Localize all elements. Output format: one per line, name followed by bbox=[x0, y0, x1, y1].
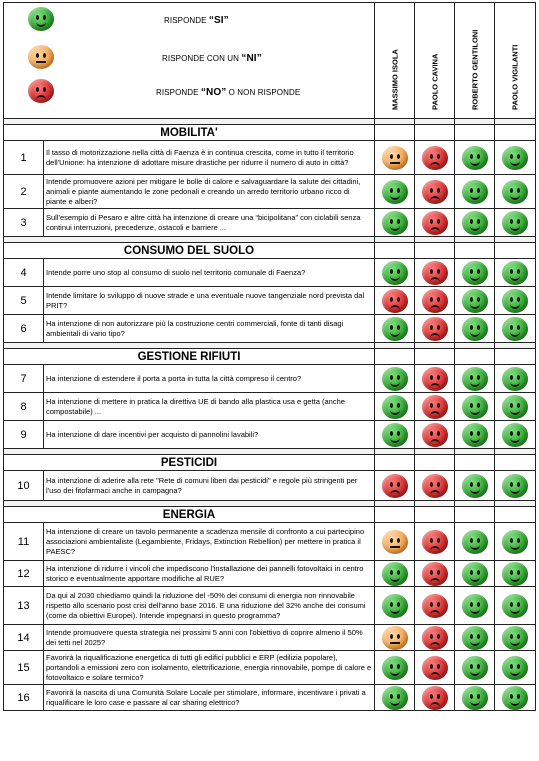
vote-cell bbox=[495, 625, 536, 651]
vote-cell bbox=[455, 175, 495, 209]
question-text: Da qui al 2030 chiediamo quindi la riduzione del -50% dei consumi di energia non rinnovabile rispetto allo scenario post crisi dell'anno base 2016. E una riduzione del 32% anche dei consumi (come da obiettivi Europei). Intende impegnarsi in questo programma? bbox=[44, 587, 375, 625]
vote-cell bbox=[495, 259, 536, 287]
question-number: 8 bbox=[4, 393, 44, 421]
vote-cell bbox=[415, 523, 455, 561]
vote-cell bbox=[375, 287, 415, 315]
vote-cell bbox=[375, 175, 415, 209]
red-sad-face-icon bbox=[28, 79, 54, 103]
question-text: Intende promuovere azioni per mitigare le bolle di calore e salvaguardare la salute dei cittadini, animali e piante aumentando le zone pedonali e creando un arredo territorio urbano ricco di piante e alberi? bbox=[44, 175, 375, 209]
vote-cell bbox=[455, 471, 495, 501]
question-number: 9 bbox=[4, 421, 44, 449]
vote-cell bbox=[495, 471, 536, 501]
vote-cell bbox=[415, 141, 455, 175]
vote-cell bbox=[455, 209, 495, 237]
vote-cell bbox=[455, 651, 495, 685]
question-row bbox=[4, 393, 536, 421]
green-smiley-icon bbox=[502, 562, 528, 586]
green-smiley-icon bbox=[502, 317, 528, 341]
orange-neutral-face-icon bbox=[382, 530, 408, 554]
green-smiley-icon bbox=[502, 686, 528, 710]
question-row bbox=[4, 421, 536, 449]
green-smiley-icon bbox=[502, 367, 528, 391]
survey-table bbox=[3, 2, 536, 711]
question-text: Ha intenzione di non autorizzare più la costruzione centri commerciali, fonte di tanti disagi ambientali di vario tipo? bbox=[44, 315, 375, 343]
question-row bbox=[4, 523, 536, 561]
vote-cell bbox=[495, 141, 536, 175]
candidate-header-2: PAOLO CAVINA bbox=[415, 3, 455, 119]
legend-no bbox=[4, 77, 374, 109]
vote-cell bbox=[495, 393, 536, 421]
vote-cell bbox=[375, 471, 415, 501]
vote-cell bbox=[495, 209, 536, 237]
vote-cell bbox=[495, 287, 536, 315]
question-row bbox=[4, 287, 536, 315]
question-text: Intende limitare lo sviluppo di nuove strade e una eventuale nuove tangenziale nord prevista dal PRIT? bbox=[44, 287, 375, 315]
green-smiley-icon bbox=[28, 7, 54, 31]
red-sad-face-icon bbox=[422, 423, 448, 447]
question-number: 6 bbox=[4, 315, 44, 343]
red-sad-face-icon bbox=[422, 146, 448, 170]
section-title: MOBILITA' bbox=[4, 125, 375, 141]
green-smiley-icon bbox=[462, 146, 488, 170]
green-smiley-icon bbox=[462, 289, 488, 313]
green-smiley-icon bbox=[382, 367, 408, 391]
question-row bbox=[4, 209, 536, 237]
vote-cell bbox=[375, 587, 415, 625]
vote-cell bbox=[455, 365, 495, 393]
question-text: Favorirà la riqualificazione energetica di tutti gli edifici pubblici e ERP (edilizia popolare), portandoli a emissioni zero con isolamento, elettrificazione, energia rinnovabile, pompe di calore e fotovoltaico e solare termico? bbox=[44, 651, 375, 685]
vote-cell bbox=[375, 315, 415, 343]
question-number: 2 bbox=[4, 175, 44, 209]
red-sad-face-icon bbox=[422, 474, 448, 498]
vote-cell bbox=[455, 625, 495, 651]
red-sad-face-icon bbox=[422, 395, 448, 419]
green-smiley-icon bbox=[502, 180, 528, 204]
legend bbox=[4, 3, 375, 119]
question-number: 14 bbox=[4, 625, 44, 651]
question-row bbox=[4, 175, 536, 209]
header-row bbox=[4, 3, 536, 119]
candidate-header-4: PAOLO VIGILANTI bbox=[495, 3, 536, 119]
red-sad-face-icon bbox=[422, 686, 448, 710]
red-sad-face-icon bbox=[422, 211, 448, 235]
question-number: 5 bbox=[4, 287, 44, 315]
question-row bbox=[4, 685, 536, 711]
vote-cell bbox=[415, 365, 455, 393]
vote-cell bbox=[415, 287, 455, 315]
vote-cell bbox=[375, 393, 415, 421]
question-row bbox=[4, 315, 536, 343]
question-number: 16 bbox=[4, 685, 44, 711]
green-smiley-icon bbox=[502, 261, 528, 285]
section-title: GESTIONE RIFIUTI bbox=[4, 349, 375, 365]
question-row bbox=[4, 587, 536, 625]
question-text: Ha intenzione di ridurre i vincoli che impediscono l'installazione dei pannelli fotovoltaici in centro storico e eventualmente apportare modifiche al RUE? bbox=[44, 561, 375, 587]
vote-cell bbox=[455, 315, 495, 343]
green-smiley-icon bbox=[502, 474, 528, 498]
green-smiley-icon bbox=[382, 317, 408, 341]
vote-cell bbox=[375, 685, 415, 711]
question-text: Intende promuovere questa strategia nei prossimi 5 anni con l'obiettivo di coprire almeno il 50% dei tetti nel 2025? bbox=[44, 625, 375, 651]
green-smiley-icon bbox=[462, 656, 488, 680]
red-sad-face-icon bbox=[422, 367, 448, 391]
red-sad-face-icon bbox=[422, 656, 448, 680]
question-text: Ha intenzione di aderire alla rete "Rete di comuni liberi dai pesticidi" e regole più stringenti per l'uso dei fitofarmaci anche in campagna? bbox=[44, 471, 375, 501]
candidate-header-1: MASSIMO ISOLA bbox=[375, 3, 415, 119]
green-smiley-icon bbox=[382, 261, 408, 285]
red-sad-face-icon bbox=[422, 594, 448, 618]
vote-cell bbox=[415, 393, 455, 421]
section-title: CONSUMO DEL SUOLO bbox=[4, 243, 375, 259]
question-text: Intende porre uno stop al consumo di suolo nel territorio comunale di Faenza? bbox=[44, 259, 375, 287]
green-smiley-icon bbox=[462, 474, 488, 498]
legend-ni-text: RISPONDE CON UN “NI” bbox=[162, 53, 262, 64]
vote-cell bbox=[495, 587, 536, 625]
question-text: Ha intenzione di estendere il porta a porta in tutta la città compreso il centro? bbox=[44, 365, 375, 393]
vote-cell bbox=[375, 141, 415, 175]
vote-cell bbox=[375, 523, 415, 561]
green-smiley-icon bbox=[462, 180, 488, 204]
vote-cell bbox=[375, 259, 415, 287]
vote-cell bbox=[415, 471, 455, 501]
question-row bbox=[4, 625, 536, 651]
section-header bbox=[4, 125, 536, 141]
red-sad-face-icon bbox=[382, 289, 408, 313]
green-smiley-icon bbox=[502, 626, 528, 650]
green-smiley-icon bbox=[502, 423, 528, 447]
vote-cell bbox=[455, 523, 495, 561]
green-smiley-icon bbox=[382, 423, 408, 447]
vote-cell bbox=[415, 651, 455, 685]
vote-cell bbox=[415, 175, 455, 209]
section-header bbox=[4, 507, 536, 523]
question-number: 15 bbox=[4, 651, 44, 685]
green-smiley-icon bbox=[382, 180, 408, 204]
green-smiley-icon bbox=[462, 423, 488, 447]
question-row bbox=[4, 259, 536, 287]
green-smiley-icon bbox=[462, 562, 488, 586]
green-smiley-icon bbox=[462, 626, 488, 650]
green-smiley-icon bbox=[462, 395, 488, 419]
vote-cell bbox=[415, 209, 455, 237]
red-sad-face-icon bbox=[422, 317, 448, 341]
vote-cell bbox=[415, 421, 455, 449]
green-smiley-icon bbox=[382, 656, 408, 680]
green-smiley-icon bbox=[502, 530, 528, 554]
question-text: Ha intenzione di mettere in pratica la direttiva UE di bando alla plastica usa e getta (anche compostabile) ... bbox=[44, 393, 375, 421]
red-sad-face-icon bbox=[422, 530, 448, 554]
vote-cell bbox=[375, 421, 415, 449]
question-row bbox=[4, 561, 536, 587]
green-smiley-icon bbox=[502, 395, 528, 419]
green-smiley-icon bbox=[502, 656, 528, 680]
orange-neutral-face-icon bbox=[28, 45, 54, 69]
green-smiley-icon bbox=[462, 261, 488, 285]
green-smiley-icon bbox=[382, 562, 408, 586]
legend-yes bbox=[4, 5, 374, 37]
vote-cell bbox=[495, 685, 536, 711]
green-smiley-icon bbox=[382, 594, 408, 618]
vote-cell bbox=[415, 587, 455, 625]
section-title: ENERGIA bbox=[4, 507, 375, 523]
section-title: PESTICIDI bbox=[4, 455, 375, 471]
red-sad-face-icon bbox=[382, 474, 408, 498]
vote-cell bbox=[415, 561, 455, 587]
vote-cell bbox=[415, 259, 455, 287]
vote-cell bbox=[375, 209, 415, 237]
green-smiley-icon bbox=[382, 686, 408, 710]
vote-cell bbox=[455, 561, 495, 587]
question-row bbox=[4, 365, 536, 393]
green-smiley-icon bbox=[502, 594, 528, 618]
red-sad-face-icon bbox=[422, 289, 448, 313]
legend-yes-text: RISPONDE “SI” bbox=[164, 15, 229, 26]
vote-cell bbox=[455, 141, 495, 175]
red-sad-face-icon bbox=[422, 261, 448, 285]
question-number: 4 bbox=[4, 259, 44, 287]
legend-no-text: RISPONDE “NO” O NON RISPONDE bbox=[156, 87, 301, 98]
question-row bbox=[4, 651, 536, 685]
vote-cell bbox=[495, 175, 536, 209]
red-sad-face-icon bbox=[422, 626, 448, 650]
orange-neutral-face-icon bbox=[382, 146, 408, 170]
legend-ni bbox=[4, 43, 374, 75]
vote-cell bbox=[375, 365, 415, 393]
green-smiley-icon bbox=[462, 686, 488, 710]
section-header bbox=[4, 349, 536, 365]
green-smiley-icon bbox=[502, 146, 528, 170]
vote-cell bbox=[455, 685, 495, 711]
vote-cell bbox=[455, 421, 495, 449]
question-row bbox=[4, 471, 536, 501]
green-smiley-icon bbox=[382, 395, 408, 419]
orange-neutral-face-icon bbox=[382, 626, 408, 650]
green-smiley-icon bbox=[462, 211, 488, 235]
vote-cell bbox=[455, 287, 495, 315]
section-header bbox=[4, 243, 536, 259]
question-number: 10 bbox=[4, 471, 44, 501]
green-smiley-icon bbox=[382, 211, 408, 235]
red-sad-face-icon bbox=[422, 562, 448, 586]
vote-cell bbox=[375, 561, 415, 587]
green-smiley-icon bbox=[462, 367, 488, 391]
green-smiley-icon bbox=[462, 317, 488, 341]
red-sad-face-icon bbox=[422, 180, 448, 204]
question-number: 7 bbox=[4, 365, 44, 393]
candidate-header-3: ROBERTO GENTILONI bbox=[455, 3, 495, 119]
question-number: 13 bbox=[4, 587, 44, 625]
vote-cell bbox=[415, 315, 455, 343]
question-number: 3 bbox=[4, 209, 44, 237]
green-smiley-icon bbox=[502, 211, 528, 235]
vote-cell bbox=[495, 421, 536, 449]
vote-cell bbox=[415, 685, 455, 711]
green-smiley-icon bbox=[462, 530, 488, 554]
question-text: Ha intenzione di creare un tavolo permanente a scadenza mensile di confronto a cui partecipino associazioni ambientaliste (Legambiente, Fridays, Extinction Rebellion) per mettere in pratica il PAESC? bbox=[44, 523, 375, 561]
vote-cell bbox=[415, 625, 455, 651]
question-number: 1 bbox=[4, 141, 44, 175]
vote-cell bbox=[495, 523, 536, 561]
vote-cell bbox=[455, 393, 495, 421]
question-text: Sull'esempio di Pesaro e altre città ha intenzione di creare una “bicipolitana” con ciclabili senza continui interruzioni, precedenze, ostacoli e barriere ... bbox=[44, 209, 375, 237]
question-text: Ha intenzione di dare incentivi per acquisto di pannolini lavabili? bbox=[44, 421, 375, 449]
vote-cell bbox=[455, 587, 495, 625]
question-number: 11 bbox=[4, 523, 44, 561]
question-text: Favorirà la nascita di una Comunità Solare Locale per stimolare, informare, incentivare i privati a riqualificare le loro case e passare al car sharing elettrico? bbox=[44, 685, 375, 711]
vote-cell bbox=[375, 651, 415, 685]
vote-cell bbox=[495, 561, 536, 587]
question-text: Il tasso di motorizzazione nella città di Faenza è in continua crescita, come in tutto il territorio dell'Unione: ha intenzione di adottare misure drastiche per ridurre il numero di auto in città? bbox=[44, 141, 375, 175]
section-header bbox=[4, 455, 536, 471]
green-smiley-icon bbox=[502, 289, 528, 313]
vote-cell bbox=[495, 365, 536, 393]
vote-cell bbox=[375, 625, 415, 651]
question-number: 12 bbox=[4, 561, 44, 587]
green-smiley-icon bbox=[462, 594, 488, 618]
vote-cell bbox=[495, 651, 536, 685]
vote-cell bbox=[455, 259, 495, 287]
question-row bbox=[4, 141, 536, 175]
vote-cell bbox=[495, 315, 536, 343]
